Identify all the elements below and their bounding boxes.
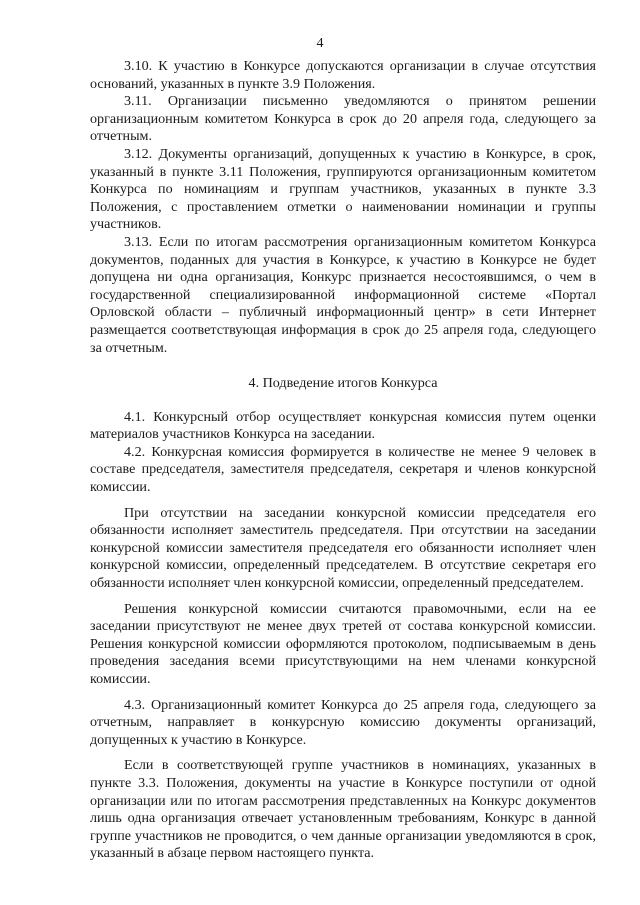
paragraph-4-3: 4.3. Организационный комитет Конкурса до 25 апреля года, следующего за отчетным, направляет в конкурсную комиссию документы организаций, допущенных к участию в Конкурсе. bbox=[90, 696, 596, 748]
paragraph-3-11: 3.11. Организации письменно уведомляются о принятом решении организационным комитетом Конкурса в срок до 20 апреля года, следующего за отчетным. bbox=[90, 93, 596, 145]
section-title: 4. Подведение итогов Конкурса bbox=[248, 375, 438, 392]
paragraph-3-10: 3.10. К участию в Конкурсе допускаются организации в случае отсутствия оснований, указанных в пункте 3.9 Положения. bbox=[90, 58, 596, 92]
paragraph-4-1: 4.1. Конкурсный отбор осуществляет конкурсная комиссия путем оценки материалов участников Конкурса на заседании. bbox=[90, 408, 596, 443]
paragraph-decisions: Решения конкурсной комиссии считаются правомочными, если на ее заседании присутствуют не менее двух третей от состава конкурсной комиссии. Решения конкурсной комиссии оформляются протоколом, подписываемым в день проведения заседания всеми присутствующими на нем членами конкурсной комиссии. bbox=[90, 600, 596, 687]
document-body bbox=[90, 58, 596, 863]
paragraph-3-13: 3.13. Если по итогам рассмотрения организационным комитетом Конкурса документов, поданных для участия в Конкурсе, к участию в Конкурсе не будет допущена ни одна организация, Конкурс признается несостоявшимся, о чем в государственной специализированной информационной системе «Портал Орловской области – публичный информационный центр» в сети Интернет размещается соответствующая информация в срок до 25 апреля года, следующего за отчетным. bbox=[90, 233, 596, 356]
paragraph-single-participant: Если в соответствующей группе участников в номинациях, указанных в пункте 3.3. Положения, документы на участие в Конкурсе поступили от одной организации или по итогам рассмотрения представленных на Конкурс документов лишь одна организация отвечает установленным требованиям, Конкурс в данной группе участников не проводится, о чем данные организации уведомляются в срок, указанный в абзаце первом настоящего пункта. bbox=[90, 757, 596, 862]
page-number: 4 bbox=[316, 36, 324, 51]
paragraph-3-12: 3.12. Документы организаций, допущенных к участию в Конкурсе, в срок, указанный в пункте 3.11 Положения, группируются организационным комитетом Конкурса по номинациям и группам участников, указанных в пункте 3.3 Положения, с проставлением отметки о наименовании номинации и группы участников. bbox=[90, 145, 596, 233]
paragraph-4-2: 4.2. Конкурсная комиссия формируется в количестве не менее 9 человек в составе председателя, заместителя председателя, секретаря и членов конкурсной комиссии. bbox=[90, 443, 596, 496]
paragraph-chair-absence: При отсутствии на заседании конкурсной комиссии председателя его обязанности исполняет заместитель председателя. При отсутствии на заседании конкурсной комиссии заместителя председателя его обязанности исполняет член конкурсной комиссии, определенный председателем. В отсутствие секретаря его обязанности исполняет член конкурсной комиссии, определенный председателем. bbox=[90, 504, 596, 592]
